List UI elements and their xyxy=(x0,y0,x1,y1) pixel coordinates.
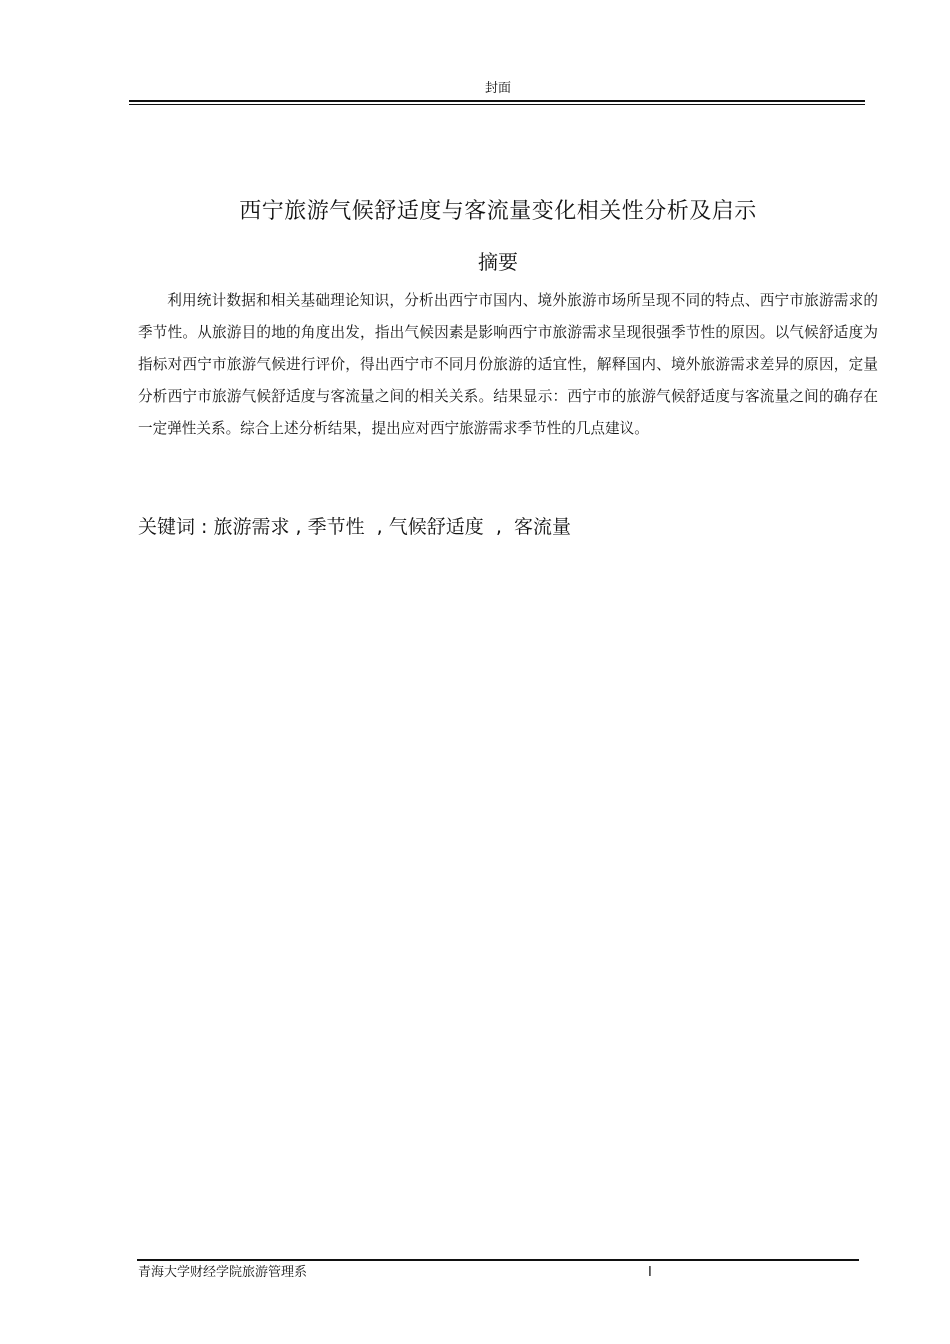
running-header: 封面 xyxy=(484,81,511,96)
abstract-heading: 摘要 xyxy=(478,250,518,274)
footer-organization: 青海大学财经学院旅游管理系 xyxy=(138,1265,308,1280)
abstract-paragraph: 利用统计数据和相关基础理论知识，分析出西宁市国内、境外旅游市场所呈现不同的特点、西宁市旅游需求的季节性。从旅游目的地的角度出发，指出气候因素是影响西宁市旅游需求呈现很强季节性的原因。以气候舒适度为指标对西宁市旅游气候进行评价，得出西宁市不同月份旅游的适宜性，解释国内、境外旅游需求差异的原因，定量分析西宁市旅游气候舒适度与客流量之间的相关关系。结果显示：西宁市的旅游气候舒适度与客流量之间的确存在一定弹性关系。综合上述分析结果，提出应对西宁旅游需求季节性的几点建议。 xyxy=(138,292,878,437)
header-rule-secondary xyxy=(129,104,865,105)
footer-page-number: I xyxy=(648,1265,652,1280)
keywords-line: 关键词 : 旅游需求 , 季节性 , 气候舒适度 , 客流量 xyxy=(138,516,571,538)
document-title: 西宁旅游气候舒适度与客流量变化相关性分析及启示 xyxy=(239,199,757,224)
footer-rule xyxy=(137,1259,859,1261)
header-rule xyxy=(129,100,865,102)
